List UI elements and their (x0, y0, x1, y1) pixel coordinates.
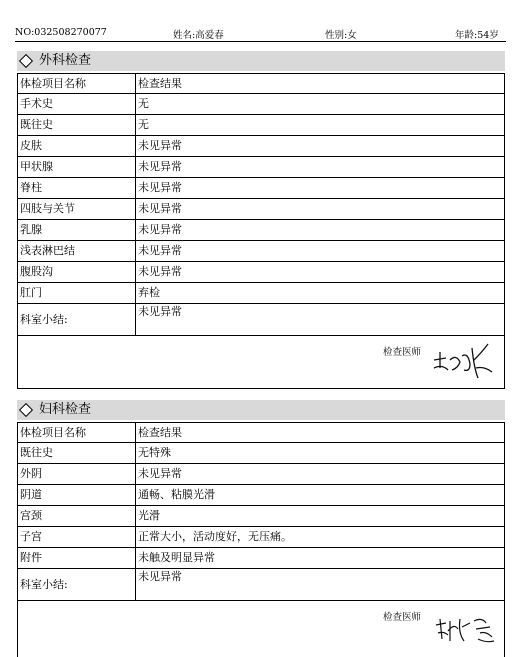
item-result: 无 (138, 118, 149, 131)
summary-label: 科室小结: (18, 304, 136, 335)
patient-name: 姓名:高爱春 (173, 30, 224, 41)
item-result: 未见异常 (138, 202, 182, 215)
table-row (18, 485, 504, 506)
item-result: 未见异常 (138, 160, 182, 173)
table-row (18, 262, 504, 283)
column-header-item: 体检项目名称 (18, 423, 136, 442)
patient-age: 年龄:54岁 (455, 30, 499, 41)
item-name: 甲状腺 (18, 157, 136, 177)
item-name: 乳腺 (18, 220, 136, 240)
table-header-row (18, 423, 504, 443)
item-result: 光滑 (138, 509, 160, 522)
item-result: 未触及明显异常 (138, 551, 215, 564)
doctor-label: 检查医师 (383, 347, 422, 358)
item-name: 手术史 (18, 94, 136, 114)
item-result: 通畅、粘膜光滑 (138, 488, 215, 501)
item-name: 脊柱 (18, 178, 136, 198)
summary-row (18, 304, 504, 336)
table-row (18, 506, 504, 527)
surgery-table (17, 73, 505, 389)
gyn-table (17, 422, 505, 657)
table-row (18, 283, 504, 304)
table-row (18, 115, 504, 136)
item-name: 肛门 (18, 283, 136, 303)
item-name: 四肢与关节 (18, 199, 136, 219)
report-header (15, 27, 505, 41)
table-row (18, 443, 504, 464)
column-header-result: 检查结果 (138, 77, 182, 90)
patient-sex: 性别:女 (325, 30, 357, 41)
summary-text: 未见异常 (138, 305, 182, 318)
doctor-signature (434, 611, 498, 647)
table-row (18, 157, 504, 178)
table-row (18, 199, 504, 220)
item-result: 未见异常 (138, 467, 182, 480)
item-result: 正常大小，活动度好，无压痛。 (138, 530, 292, 543)
diamond-icon (19, 54, 33, 68)
item-name: 皮肤 (18, 136, 136, 156)
table-header-row (18, 74, 504, 94)
item-name: 附件 (18, 548, 136, 568)
section-title-text: 妇科检查 (39, 402, 92, 417)
summary-text: 未见异常 (138, 570, 182, 583)
item-result: 无特殊 (138, 446, 171, 459)
item-result: 未见异常 (138, 244, 182, 257)
doctor-signature (430, 338, 494, 384)
surgery-section-title (17, 51, 505, 71)
table-row (18, 220, 504, 241)
table-row (18, 178, 504, 199)
table-row (18, 548, 504, 569)
item-result: 无 (138, 97, 149, 110)
table-row (18, 527, 504, 548)
item-result: 未见异常 (138, 265, 182, 278)
item-result: 弃检 (138, 286, 160, 299)
summary-label: 科室小结: (18, 569, 136, 600)
table-row (18, 241, 504, 262)
item-result: 未见异常 (138, 139, 182, 152)
table-row (18, 464, 504, 485)
item-name: 既往史 (18, 443, 136, 463)
table-row (18, 94, 504, 115)
diamond-icon (19, 403, 33, 417)
item-name: 子宫 (18, 527, 136, 547)
report-number: NO:032508270077 (15, 27, 107, 38)
column-header-result: 检查结果 (138, 426, 182, 439)
item-result: 未见异常 (138, 223, 182, 236)
item-name: 腹股沟 (18, 262, 136, 282)
gyn-section-title (17, 400, 505, 420)
item-result: 未见异常 (138, 181, 182, 194)
table-row (18, 136, 504, 157)
item-name: 宫颈 (18, 506, 136, 526)
section-title-text: 外科检查 (39, 53, 92, 68)
item-name: 阴道 (18, 485, 136, 505)
summary-row (18, 569, 504, 601)
item-name: 外阴 (18, 464, 136, 484)
item-name: 既往史 (18, 115, 136, 135)
header-divider (15, 41, 506, 42)
column-header-item: 体检项目名称 (18, 74, 136, 93)
doctor-label: 检查医师 (383, 612, 422, 623)
item-name: 浅表淋巴结 (18, 241, 136, 261)
